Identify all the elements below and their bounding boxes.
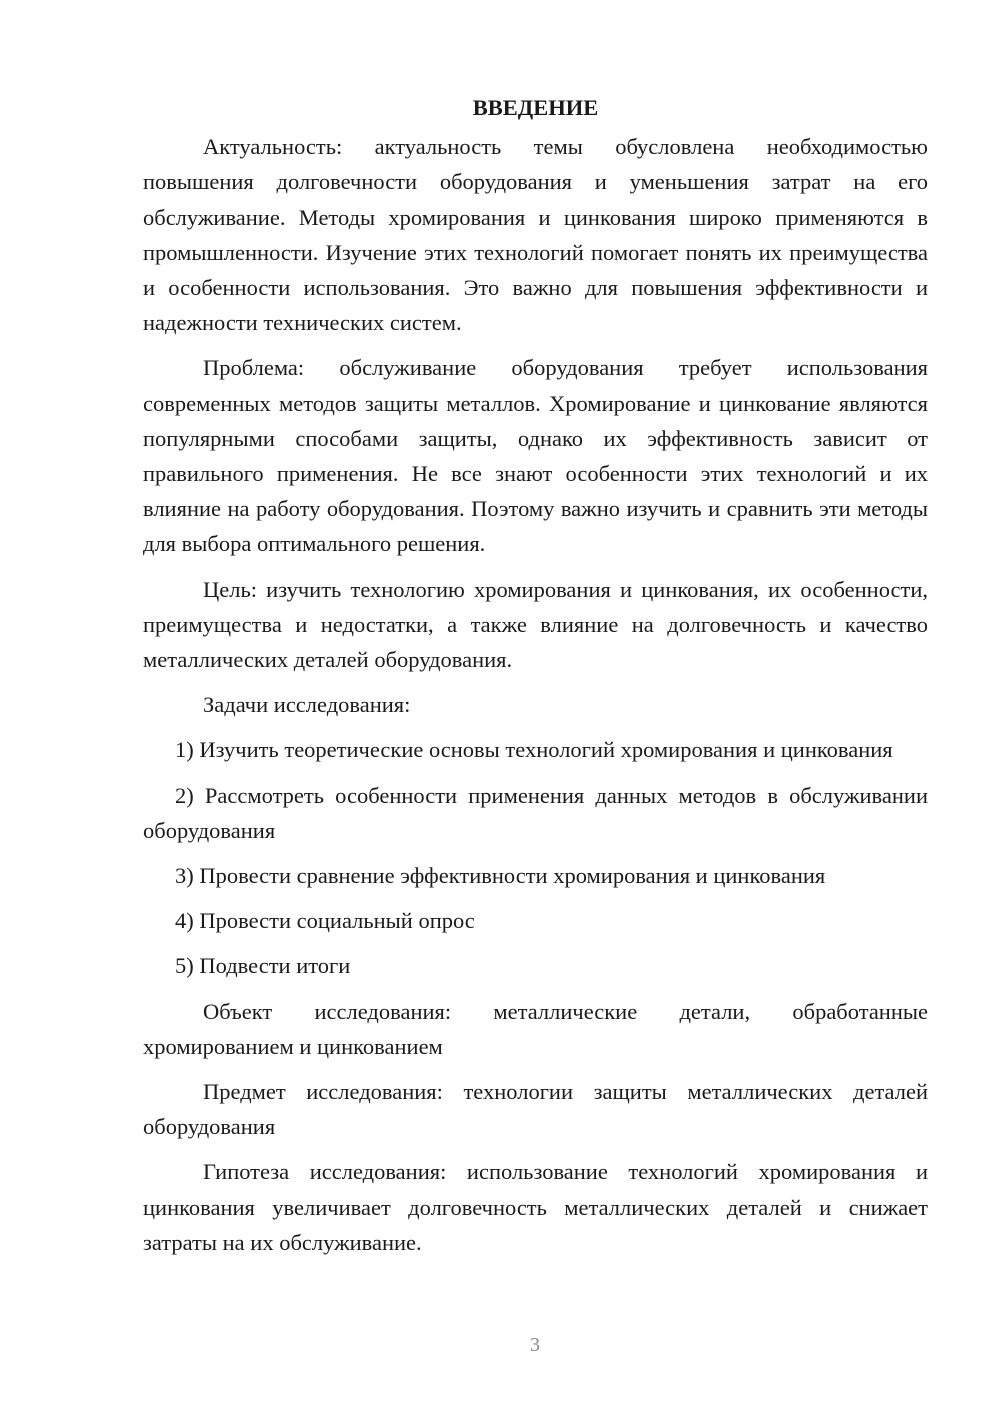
paragraph-subject: Предмет исследования: технологии защиты металлических деталей оборудования [143, 1079, 928, 1140]
paragraph-hypothesis: Гипотеза исследования: использование технологий хромирования и цинкования увеличивает долговечность металлических деталей и снижает затраты на их обслуживание. [143, 1159, 928, 1255]
page-number: 3 [530, 1334, 540, 1356]
task-item-4: 4) Провести социальный опрос [175, 908, 475, 934]
task-item-1: 1) Изучить теоретические основы технологий хромирования и цинкования [175, 737, 893, 763]
paragraph-relevance: Актуальность: актуальность темы обусловлена необходимостью повышения долговечности оборудования и уменьшения затрат на его обслуживание. Методы хромирования и цинкования широко применяются в промышленности. Изучение этих технологий помогает понять их преимущества и особенности использования. Это важно для повышения эффективности и надежности технических систем. [143, 134, 928, 336]
document-page [143, 90, 928, 1270]
paragraph-problem: Проблема: обслуживание оборудования требует использования современных методов защиты металлов. Хромирование и цинкование являются популярными способами защиты, однако их эффективность зависит от правильного применения. Не все знают особенности этих технологий и их влияние на работу оборудования. Поэтому важно изучить и сравнить эти методы для выбора оптимального решения. [143, 355, 928, 557]
task-item-2: 2) Рассмотреть особенности применения данных методов в обслуживании оборудования [143, 782, 928, 843]
paragraph-object: Объект исследования: металлические детали, обработанные хромированием и цинкованием [143, 998, 928, 1059]
task-item-5: 5) Подвести итоги [175, 953, 351, 979]
task-item-3: 3) Провести сравнение эффективности хромирования и цинкования [175, 863, 826, 889]
paragraph-tasks-heading: Задачи исследования: [203, 692, 411, 718]
page-title: ВВЕДЕНИЕ [472, 95, 599, 120]
paragraph-goal: Цель: изучить технологию хромирования и цинкования, их особенности, преимущества и недостатки, а также влияние на долговечность и качество металлических деталей оборудования. [143, 576, 928, 673]
